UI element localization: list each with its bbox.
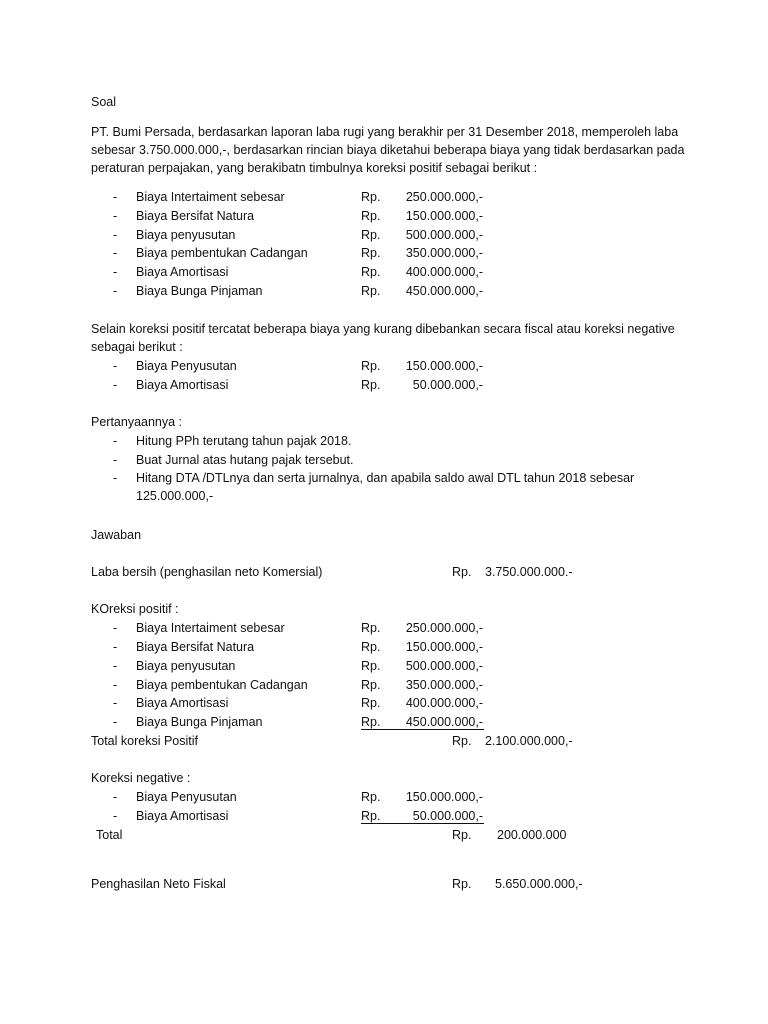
item-amount: 500.000.000,- <box>405 659 483 673</box>
item-amount: 150.000.000,- <box>405 790 483 804</box>
bullet-dash: - <box>113 284 118 298</box>
laba-bersih-row <box>0 564 768 580</box>
list-item <box>0 208 768 224</box>
bullet-dash: - <box>113 640 118 654</box>
item-currency: Rp. <box>361 696 381 710</box>
list-item <box>0 789 768 805</box>
item-label: Biaya pembentukan Cadangan <box>136 678 308 692</box>
item-amount: 400.000.000,- <box>405 265 483 279</box>
item-currency: Rp. <box>361 265 381 279</box>
bullet-dash: - <box>113 471 118 485</box>
item-currency: Rp. <box>361 246 381 260</box>
item-amount: 450.000.000,- <box>405 284 483 298</box>
bullet-dash: - <box>113 265 118 279</box>
item-currency: Rp. <box>361 809 381 823</box>
item-label: Biaya Bunga Pinjaman <box>136 284 263 298</box>
item-label: Biaya Intertaiment sebesar <box>136 190 285 204</box>
pertanyaan-heading: Pertanyaannya : <box>91 415 183 429</box>
total-positif-currency: Rp. <box>452 734 472 748</box>
bullet-dash: - <box>113 790 118 804</box>
item-amount: 150.000.000,- <box>405 359 483 373</box>
question-item <box>0 433 768 449</box>
bullet-dash: - <box>113 678 118 692</box>
list-item <box>0 808 768 824</box>
bullet-dash: - <box>113 228 118 242</box>
total-negatif-currency: Rp. <box>452 828 472 842</box>
item-label: Biaya Penyusutan <box>136 359 237 373</box>
item-label: Biaya Amortisasi <box>136 378 229 392</box>
laba-amount: 3.750.000.000.- <box>485 565 573 579</box>
bullet-dash: - <box>113 715 118 729</box>
item-label: Biaya Bunga Pinjaman <box>136 715 263 729</box>
question-text: Hitang DTA /DTLnya dan serta jurnalnya, dan apabila saldo awal DTL tahun 2018 sebesar 125.000.000,- <box>136 471 635 503</box>
jawaban-heading: Jawaban <box>91 528 142 542</box>
list-item <box>0 639 768 655</box>
bullet-dash: - <box>113 809 118 823</box>
bullet-dash: - <box>113 209 118 223</box>
item-currency: Rp. <box>361 190 381 204</box>
item-label: Biaya Intertaiment sebesar <box>136 621 285 635</box>
item-label: Biaya Amortisasi <box>136 265 229 279</box>
item-label: Biaya Bersifat Natura <box>136 209 255 223</box>
koreksi-negatif-heading: Koreksi negative : <box>91 771 191 785</box>
bullet-dash: - <box>113 621 118 635</box>
subtotal-underline <box>361 823 484 824</box>
total-positif-amount: 2.100.000.000,- <box>485 734 573 748</box>
item-currency: Rp. <box>361 378 381 392</box>
item-label: Biaya pembentukan Cadangan <box>136 246 308 260</box>
item-amount: 150.000.000,- <box>405 640 483 654</box>
soal-heading: Soal <box>91 95 117 109</box>
item-label: Biaya Amortisasi <box>136 696 229 710</box>
neto-fiskal-label: Penghasilan Neto Fiskal <box>91 877 226 891</box>
total-negatif-row <box>0 827 768 843</box>
total-positif-row <box>0 733 768 749</box>
item-currency: Rp. <box>361 209 381 223</box>
item-label: Biaya Bersifat Natura <box>136 640 255 654</box>
question-text: Hitung PPh terutang tahun pajak 2018. <box>136 434 352 448</box>
item-currency: Rp. <box>361 640 381 654</box>
item-amount: 500.000.000,- <box>405 228 483 242</box>
list-item <box>0 377 768 393</box>
laba-label: Laba bersih (penghasilan neto Komersial) <box>91 565 323 579</box>
list-item <box>0 189 768 205</box>
item-label: Biaya Amortisasi <box>136 809 229 823</box>
item-currency: Rp. <box>361 659 381 673</box>
item-currency: Rp. <box>361 228 381 242</box>
list-item <box>0 714 768 730</box>
bullet-dash: - <box>113 378 118 392</box>
item-currency: Rp. <box>361 678 381 692</box>
bullet-dash: - <box>113 659 118 673</box>
list-item <box>0 620 768 636</box>
neto-fiskal-amount: 5.650.000.000,- <box>495 877 583 891</box>
item-currency: Rp. <box>361 284 381 298</box>
item-amount: 450.000.000,- <box>405 715 483 729</box>
item-currency: Rp. <box>361 790 381 804</box>
neto-fiskal-row <box>0 876 768 892</box>
item-amount: 250.000.000,- <box>405 621 483 635</box>
item-amount: 50.000.000,- <box>412 378 483 392</box>
bullet-dash: - <box>113 696 118 710</box>
neto-fiskal-currency: Rp. <box>452 877 472 891</box>
item-amount: 50.000.000,- <box>412 809 483 823</box>
item-amount: 350.000.000,- <box>405 246 483 260</box>
item-label: Biaya Penyusutan <box>136 790 237 804</box>
bullet-dash: - <box>113 453 118 467</box>
item-amount: 400.000.000,- <box>405 696 483 710</box>
soal-intro: PT. Bumi Persada, berdasarkan laporan laba rugi yang berakhir per 31 Desember 2018, memperoleh laba sebesar 3.750.000.000,-, berdasarkan rincian biaya diketahui beberapa biaya yang tidak berdasarkan pada peraturan perpajakan, yang berakibatn timbulnya koreksi positif sebagai berikut : <box>91 125 685 175</box>
total-negatif-amount: 200.000.000 <box>497 828 567 842</box>
item-label: Biaya penyusutan <box>136 659 236 673</box>
bullet-dash: - <box>113 434 118 448</box>
list-item <box>0 358 768 374</box>
list-item <box>0 695 768 711</box>
bullet-dash: - <box>113 359 118 373</box>
item-amount: 150.000.000,- <box>405 209 483 223</box>
list-item <box>0 227 768 243</box>
koreksi-positif-heading: KOreksi positif : <box>91 602 179 616</box>
bullet-dash: - <box>113 190 118 204</box>
total-negatif-label: Total <box>96 828 123 842</box>
laba-currency: Rp. <box>452 565 472 579</box>
soal-negatif-intro: Selain koreksi positif tercatat beberapa biaya yang kurang dibebankan secara fiscal atau koreksi negative sebagai berikut : <box>91 322 675 354</box>
list-item <box>0 264 768 280</box>
bullet-dash: - <box>113 246 118 260</box>
item-label: Biaya penyusutan <box>136 228 236 242</box>
total-positif-label: Total koreksi Positif <box>91 734 198 748</box>
item-amount: 250.000.000,- <box>405 190 483 204</box>
list-item <box>0 245 768 261</box>
item-currency: Rp. <box>361 621 381 635</box>
item-currency: Rp. <box>361 715 381 729</box>
question-text: Buat Jurnal atas hutang pajak tersebut. <box>136 453 354 467</box>
list-item <box>0 283 768 299</box>
list-item <box>0 658 768 674</box>
subtotal-underline <box>361 729 484 730</box>
list-item <box>0 677 768 693</box>
item-amount: 350.000.000,- <box>405 678 483 692</box>
question-item <box>0 452 768 468</box>
item-currency: Rp. <box>361 359 381 373</box>
